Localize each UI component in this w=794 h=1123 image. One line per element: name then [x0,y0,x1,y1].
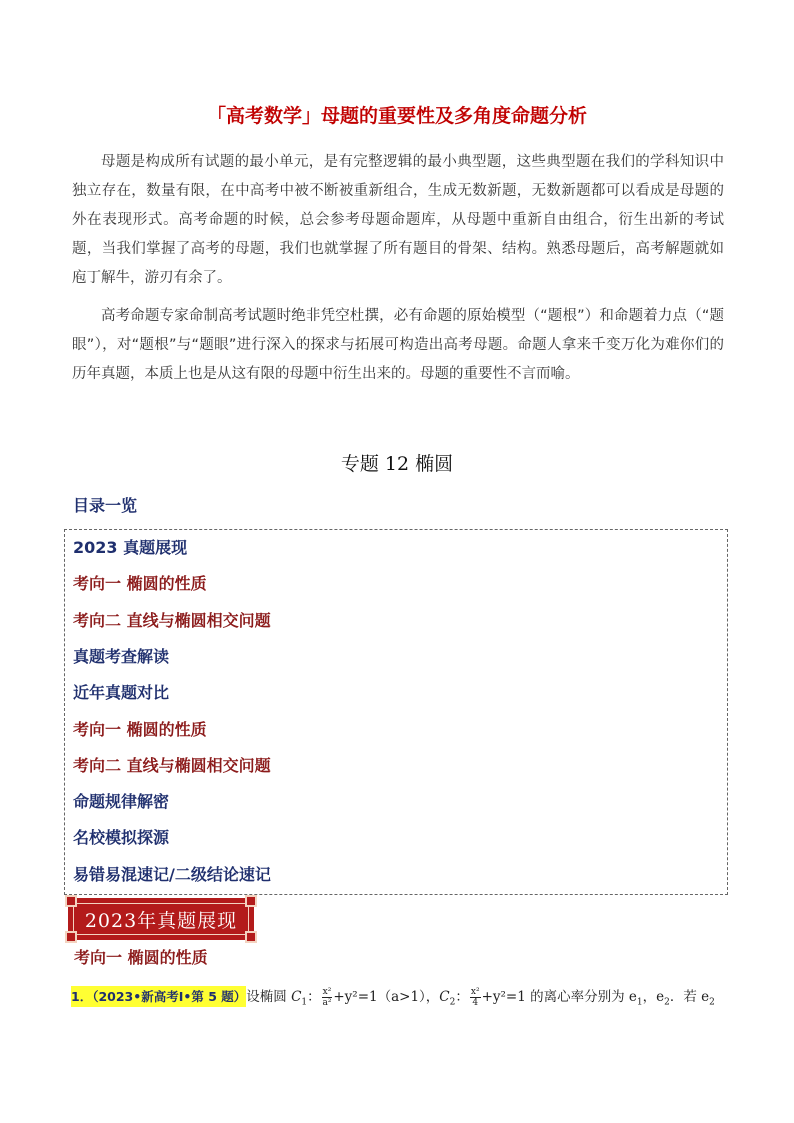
toc-item[interactable]: 近年真题对比 [73,683,170,703]
intro-paragraph-1: 母题是构成所有试题的最小单元，是有完整逻辑的最小典型题，这些典型题在我们的学科知识中独立存在，数量有限，在中高考中被不断被重新组合，生成无数新题，无数新题都可以看成是母题的外在表现形式。高考命题的时候，总会参考母题命题库，从母题中重新自由组合，衍生出新的考试题，当我们掌握了高考的母题，我们也就掌握了所有题目的骨架、结构。熟悉母题后，高考解题就如庖丁解牛，游刃有余了。 [72,154,724,286]
question-source-highlight [71,986,246,1007]
equation-1: +y²=1（a>1）， [333,989,440,1005]
var-c1: C [291,989,302,1005]
fraction-1 [322,987,333,1008]
fraction-2 [470,987,481,1008]
section-heading: 考向一 椭圆的性质 [74,948,208,967]
question-tail: ．若 e [669,989,710,1005]
toc-item[interactable]: 2023 真题展现 [73,538,188,557]
toc-item[interactable]: 考向一 椭圆的性质 [73,719,207,739]
topic-title: 专题 12 椭圆 [340,453,454,475]
toc-item[interactable]: 考向二 直线与椭圆相交问题 [73,610,271,630]
question-1 [71,985,731,1015]
fraction-numerator: x² [322,987,332,997]
sub-tail: 2 [709,997,715,1008]
toc-item[interactable]: 命题规律解密 [73,792,170,812]
banner-label: 2023年真题展现 [84,909,238,932]
toc-box [64,529,728,895]
sub-e2: 2 [664,997,670,1008]
toc-item[interactable]: 易错易混速记/二级结论速记 [73,864,271,884]
sub-1: 1 [301,997,308,1008]
colon: ： [307,989,321,1005]
question-text: 设椭圆 [246,989,292,1005]
intro-paragraph-2: 高考命题专家命制高考试题时绝非凭空杜撰，必有命题的原始模型（“题根”）和命题着力点（“题眼”），对“题根”与“题眼”进行深入的探求与拓展可构造出高考母题。命题人拿来千变万化为难你们的历年真题，本质上也是从这有限的母题中衍生出来的。母题的重要性不言而喻。 [72,308,724,382]
sub-2: 2 [449,997,456,1008]
sub-e1: 1 [636,997,643,1008]
section-banner [68,898,254,940]
document-title: 「高考数学」母题的重要性及多角度命题分析 [206,105,587,127]
toc-item[interactable]: 真题考查解读 [73,646,170,666]
toc-item[interactable]: 考向一 椭圆的性质 [73,574,207,594]
toc-item[interactable]: 名校模拟探源 [73,828,170,848]
question-source: （2023•新高考Ⅰ•第 5 题） [92,989,247,1004]
toc-heading: 目录一览 [73,496,138,515]
fraction-denominator: 4 [472,998,479,1008]
comma-e: ，e [642,989,665,1005]
fraction-denominator: a² [322,998,332,1008]
toc-item[interactable]: 考向二 直线与椭圆相交问题 [73,755,271,775]
var-c2: C [439,989,450,1005]
equation-2: +y²=1 的离心率分别为 e [481,989,637,1005]
fraction-numerator: x² [470,987,480,997]
colon: ： [455,989,469,1005]
question-number: 1． [71,989,93,1004]
